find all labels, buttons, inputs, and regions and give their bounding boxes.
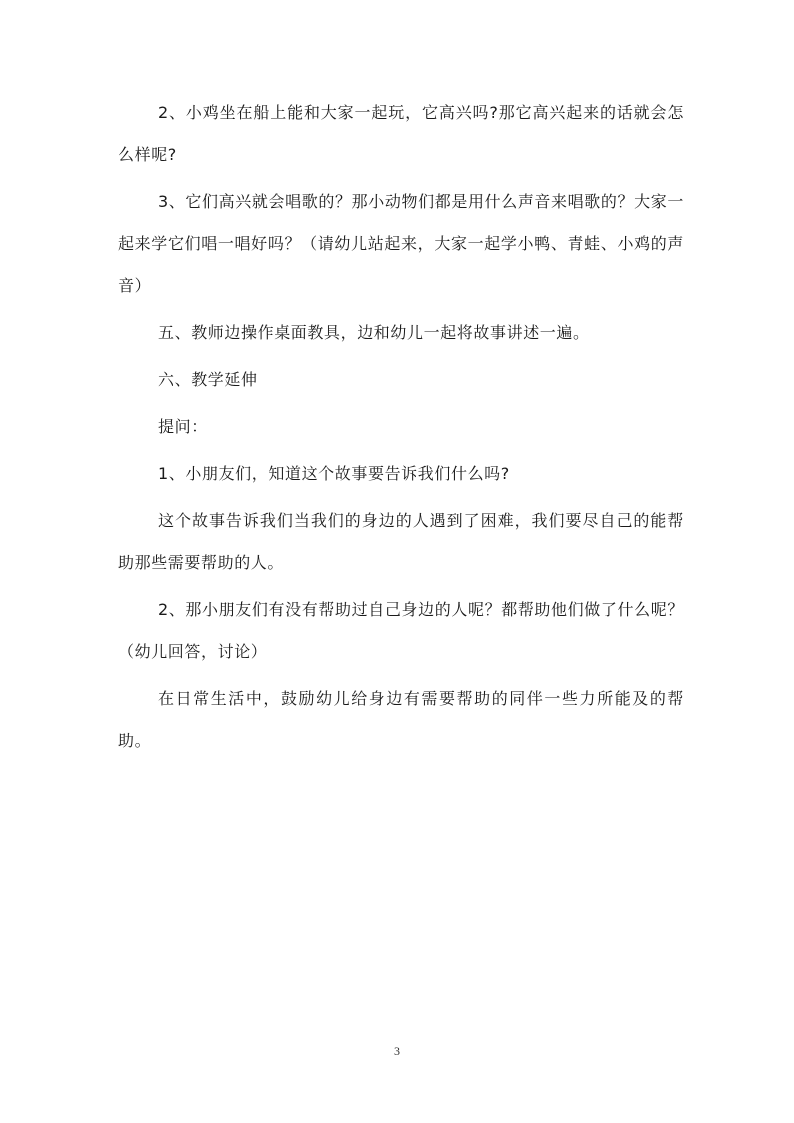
paragraph-extension-question-1: 1、小朋友们，知道这个故事要告诉我们什么吗?: [158, 464, 510, 483]
paragraph-question-2: 2、小鸡坐在船上能和大家一起玩，它高兴吗?那它高兴起来的话就会怎么样呢?: [118, 103, 684, 164]
paragraph-closing: 在日常生活中，鼓励幼儿给身边有需要帮助的同伴一些力所能及的帮助。: [118, 689, 684, 750]
paragraph-extension-question-2: 2、那小朋友们有没有帮助过自己身边的人呢？都帮助他们做了什么呢？（幼儿回答，讨论）: [118, 600, 684, 661]
paragraph-answer-1: 这个故事告诉我们当我们的身边的人遇到了困难，我们要尽自己的能帮助那些需要帮助的人。: [118, 511, 684, 572]
document-body: [118, 92, 684, 767]
page-number: 3: [394, 1044, 400, 1058]
paragraph-prompt-label: 提问：: [158, 417, 208, 436]
paragraph-step-5: 五、教师边操作桌面教具，边和幼儿一起将故事讲述一遍。: [158, 323, 590, 342]
section-heading-extension: 六、教学延伸: [158, 370, 258, 389]
paragraph-question-3: 3、它们高兴就会唱歌的？那小动物们都是用什么声音来唱歌的？大家一起来学它们唱一唱好吗？（请幼儿站起来，大家一起学小鸭、青蛙、小鸡的声音）: [118, 192, 684, 295]
